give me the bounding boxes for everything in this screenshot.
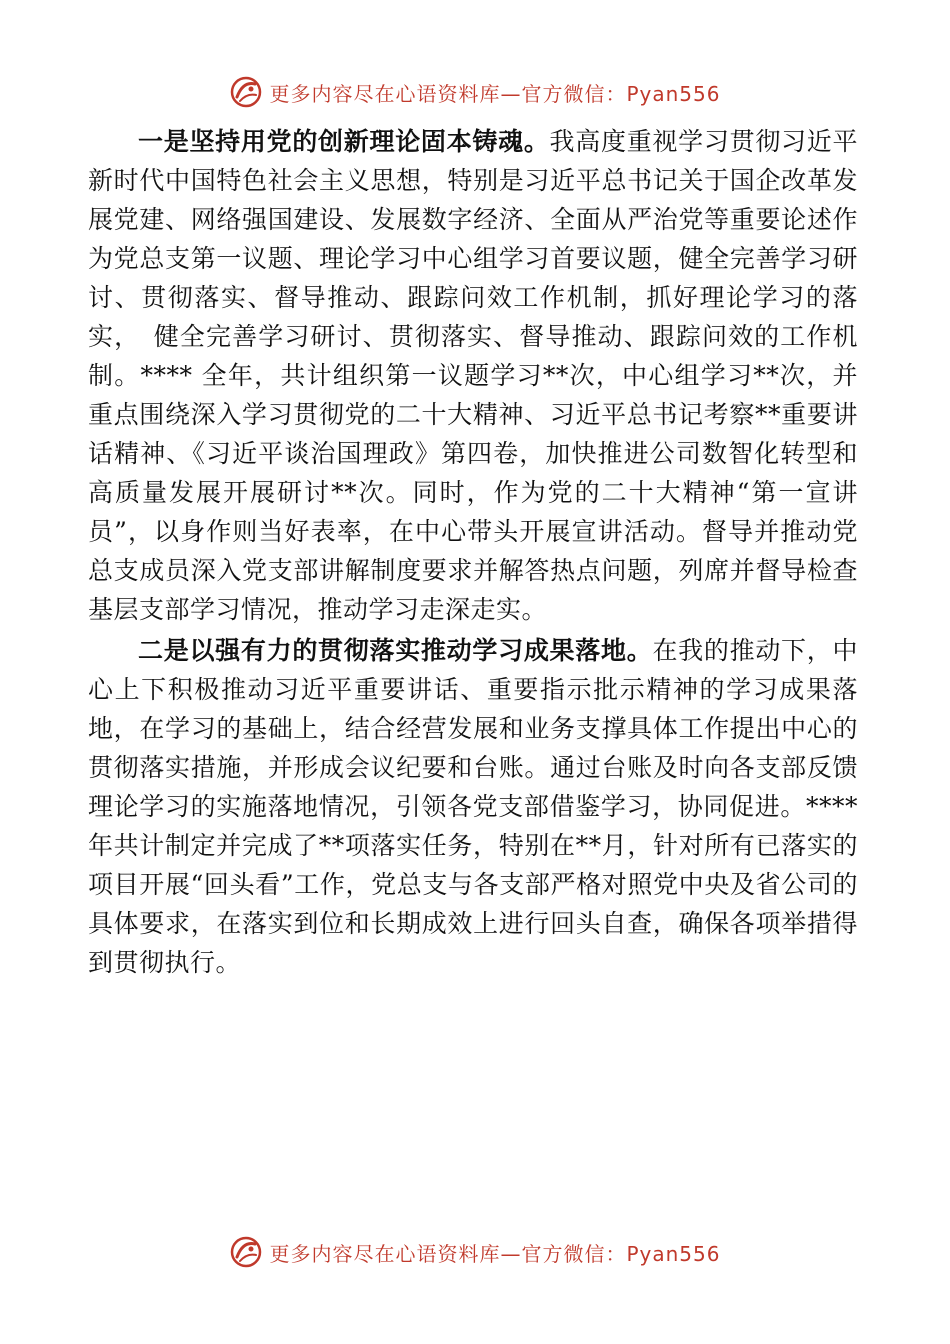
- watermark-text: 更多内容尽在心语资料库—官方微信：Pyan556: [269, 81, 721, 106]
- paragraph-1-body: 我高度重视学习贯彻习近平新时代中国特色社会主义思想，特别是习近平总书记关于国企改革发展党建、网络强国建设、发展数字经济、全面从严治党等重要论述作为党总支第一议题、理论学习中心组学习首要议题，健全完善学习研讨、贯彻落实、督导推动、跟踪问效工作机制，抓好理论学习的落实， 健全完善学习研讨、贯彻落实、督导推动、跟踪问效的工作机制。**** 全年，共计组织第一议题学习**次，中心组学习**次，并重点围绕深入学习贯彻党的二十大精神、习近平总书记考察**重要讲话精神、《习近平谈治国理政》第四卷，加快推进公司数智化转型和高质量发展开展研讨**次。同时，作为党的二十大精神“第一宣讲员”，以身作则当好表率，在中心带头开展宣讲活动。督导并推动党总支成员深入党支部讲解制度要求并解答热点问题，列席并督导检查基层支部学习情况，推动学习走深走实。: [88, 127, 858, 624]
- seal-logo-icon: [229, 75, 263, 109]
- footer-watermark: [0, 1232, 950, 1272]
- document-body: [88, 122, 858, 982]
- paragraph-2-body: 在我的推动下，中心上下积极推动习近平重要讲话、重要指示批示精神的学习成果落地，在学习的基础上，结合经营发展和业务支撑具体工作提出中心的贯彻落实措施，并形成会议纪要和台账。通过台账及时向各支部反馈理论学习的实施落地情况，引领各党支部借鉴学习，协同促进。****年共计制定并完成了**项落实任务，特别在**月，针对所有已落实的项目开展“回头看”工作，党总支与各支部严格对照党中央及省公司的具体要求，在落实到位和长期成效上进行回头自查，确保各项举措得到贯彻执行。: [88, 636, 858, 977]
- paragraph-2: [88, 631, 858, 982]
- paragraph-2-lead: 二是以强有力的贯彻落实推动学习成果落地。: [138, 636, 653, 665]
- header-watermark: [0, 72, 950, 112]
- paragraph-1-lead: 一是坚持用党的创新理论固本铸魂。: [138, 127, 550, 156]
- paragraph-1: [88, 122, 858, 629]
- seal-logo-icon: [229, 1235, 263, 1269]
- watermark-text: 更多内容尽在心语资料库—官方微信：Pyan556: [269, 1241, 721, 1266]
